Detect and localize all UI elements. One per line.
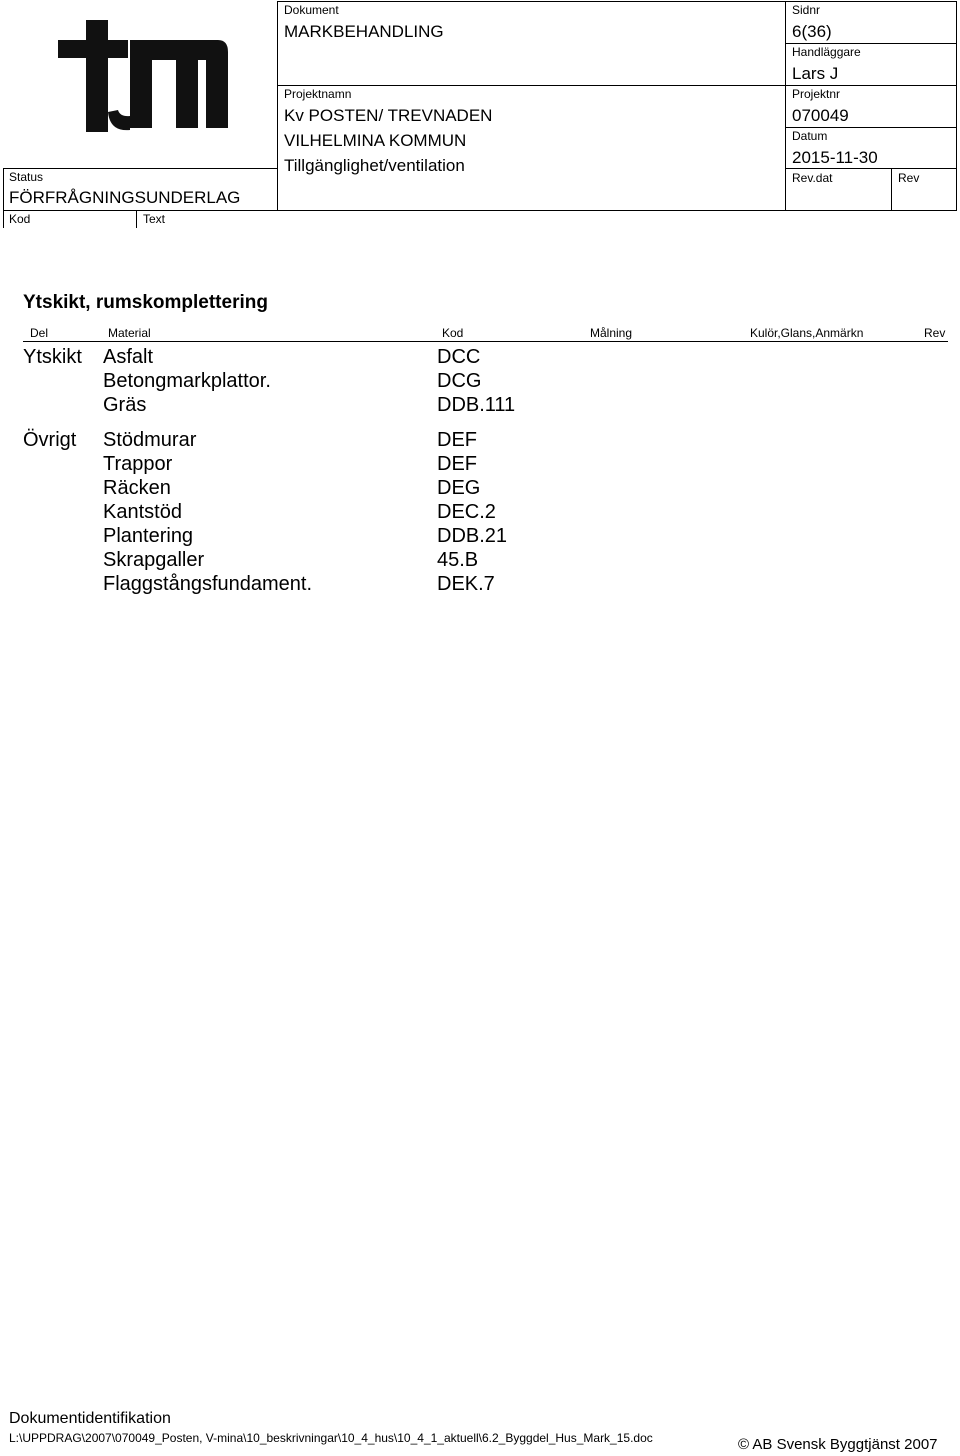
group-del-label: Ytskikt bbox=[23, 346, 82, 368]
row-kod: DCG bbox=[437, 370, 482, 392]
projektnr-value: 070049 bbox=[792, 106, 849, 125]
column-header-material: Material bbox=[108, 326, 151, 340]
right-divider-1 bbox=[785, 43, 956, 44]
status-label: Status bbox=[9, 170, 44, 184]
row-material: Betongmarkplattor. bbox=[103, 370, 271, 392]
column-header-malning: Målning bbox=[590, 326, 633, 340]
header-border-top bbox=[277, 1, 957, 2]
projektnr-label: Projektnr bbox=[792, 87, 841, 101]
row-material: Flaggstångsfundament. bbox=[103, 573, 313, 595]
column-header-kod: Kod bbox=[442, 326, 464, 340]
datum-label: Datum bbox=[792, 129, 828, 143]
row-kod: DEF bbox=[437, 429, 477, 451]
row-material: Kantstöd bbox=[103, 501, 182, 523]
projektnamn-line-1: Kv POSTEN/ TREVNADEN bbox=[284, 106, 493, 125]
company-logo bbox=[58, 20, 233, 132]
status-border-left bbox=[3, 168, 4, 228]
rev-label: Rev bbox=[898, 171, 920, 185]
handlaggare-value: Lars J bbox=[792, 64, 839, 83]
header-divider-left bbox=[277, 1, 278, 210]
row-material: Räcken bbox=[103, 477, 171, 499]
rev-divider bbox=[891, 168, 892, 210]
footer-label: Dokumentidentifikation bbox=[9, 1410, 171, 1427]
column-header-del: Del bbox=[30, 326, 49, 340]
header-divider-right bbox=[785, 1, 786, 210]
right-divider-4 bbox=[785, 168, 956, 169]
sidnr-value: 6(36) bbox=[792, 22, 832, 41]
row-material: Skrapgaller bbox=[103, 549, 205, 571]
row-kod: DEG bbox=[437, 477, 481, 499]
header-border-right bbox=[956, 1, 957, 210]
row-kod: DDB.111 bbox=[437, 394, 516, 416]
column-header-kulor: Kulör,Glans,Anmärkn bbox=[750, 326, 864, 340]
status-divider bbox=[3, 168, 277, 169]
row-kod: DCC bbox=[437, 346, 481, 368]
status-value: FÖRFRÅGNINGSUNDERLAG bbox=[9, 188, 241, 207]
projektnamn-line-2: VILHELMINA KOMMUN bbox=[284, 131, 467, 150]
row-kod: 45.B bbox=[437, 549, 479, 571]
right-divider-2 bbox=[785, 85, 956, 86]
kod-text-divider bbox=[136, 210, 137, 228]
dokument-label: Dokument bbox=[284, 3, 339, 17]
document-path: L:\UPPDRAG\2007\070049_Posten, V-mina\10_beskrivningar\10_4_hus\10_4_1_aktuell\6.2_Byggdel_Hus_Mark_15.doc bbox=[9, 1431, 653, 1445]
right-divider-3 bbox=[785, 127, 956, 128]
header-border-bottom bbox=[3, 210, 957, 211]
row-kod: DDB.21 bbox=[437, 525, 508, 547]
projektnamn-label: Projektnamn bbox=[284, 87, 352, 101]
row-material: Plantering bbox=[103, 525, 194, 547]
row-kod: DEF bbox=[437, 453, 477, 475]
row-kod: DEK.7 bbox=[437, 573, 495, 595]
section-title: Ytskikt, rumskomplettering bbox=[23, 292, 268, 313]
kod-label: Kod bbox=[9, 212, 31, 226]
middle-divider bbox=[277, 85, 785, 86]
copyright: © AB Svensk Byggtjänst 2007 bbox=[738, 1436, 938, 1453]
group-del-label: Övrigt bbox=[23, 429, 77, 451]
column-header-rev: Rev bbox=[924, 326, 946, 340]
row-material: Stödmurar bbox=[103, 429, 197, 451]
row-material: Gräs bbox=[103, 394, 147, 416]
dokument-value: MARKBEHANDLING bbox=[284, 22, 444, 41]
table-header-rule bbox=[23, 341, 948, 342]
row-material: Trappor bbox=[103, 453, 173, 475]
sidnr-label: Sidnr bbox=[792, 3, 821, 17]
text-label: Text bbox=[143, 212, 166, 226]
row-kod: DEC.2 bbox=[437, 501, 496, 523]
projektnamn-line-3: Tillgänglighet/ventilation bbox=[284, 156, 465, 175]
handlaggare-label: Handläggare bbox=[792, 45, 861, 59]
revdat-label: Rev.dat bbox=[792, 171, 833, 185]
datum-value: 2015-11-30 bbox=[792, 148, 878, 167]
row-material: Asfalt bbox=[103, 346, 154, 368]
